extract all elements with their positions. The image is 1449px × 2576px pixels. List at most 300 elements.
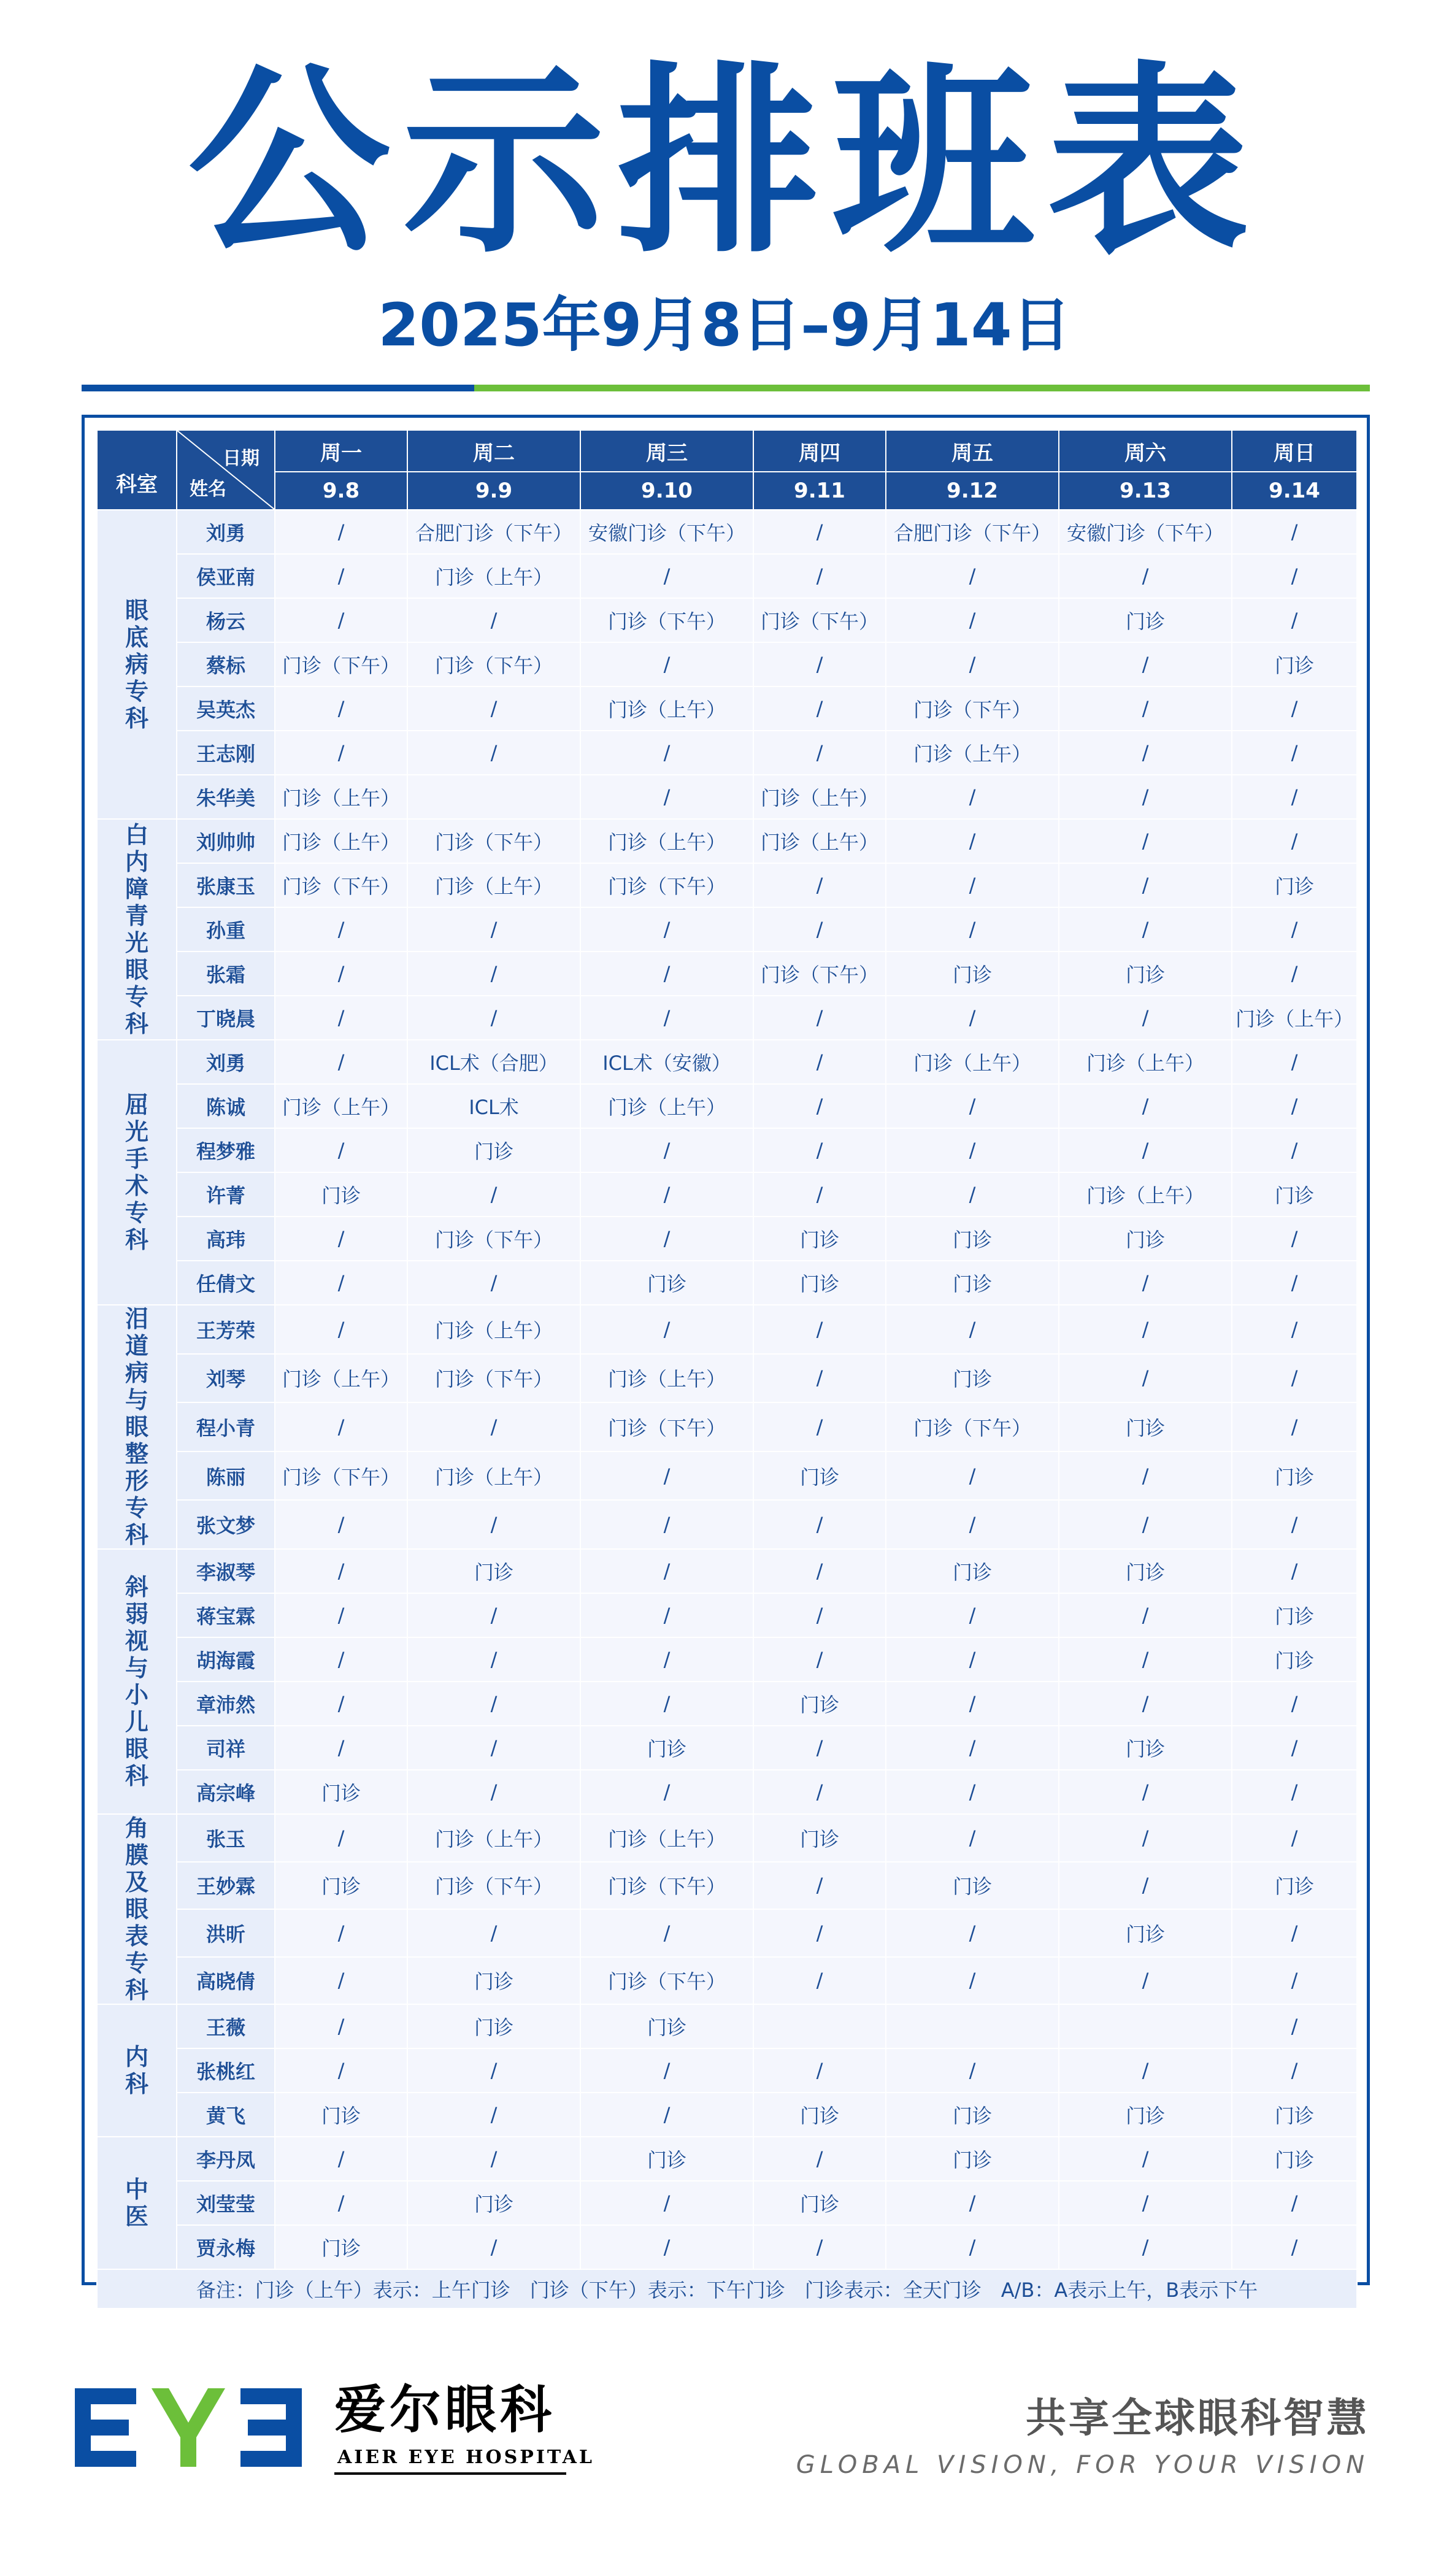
schedule-cell: / (753, 863, 886, 907)
date-header: 9.13 (1059, 472, 1232, 510)
brand-underline (334, 2472, 566, 2475)
schedule-cell: / (1059, 1637, 1232, 1682)
department-cell (97, 2004, 177, 2137)
schedule-cell: / (1232, 1217, 1357, 1261)
doctor-name: 孙重 (177, 907, 275, 952)
schedule-cell: / (1232, 952, 1357, 996)
schedule-cell: / (580, 1305, 753, 1354)
schedule-cell: / (1232, 731, 1357, 775)
schedule-cell: 门诊（下午） (580, 1957, 753, 2005)
schedule-cell: / (1059, 1682, 1232, 1726)
department-name: 眼底病专科 (125, 597, 148, 732)
schedule-cell: / (753, 1305, 886, 1354)
day-header: 周五 (886, 430, 1059, 472)
schedule-cell: 门诊 (753, 1451, 886, 1501)
schedule-cell: / (275, 1549, 407, 1593)
table-row (97, 1451, 1357, 1501)
schedule-cell: / (275, 2137, 407, 2181)
schedule-cell: / (753, 1040, 886, 1084)
doctor-name: 刘琴 (177, 1354, 275, 1403)
schedule-cell: 门诊（下午） (886, 686, 1059, 731)
schedule-cell: / (886, 1305, 1059, 1354)
table-row (97, 2137, 1357, 2181)
schedule-cell: / (1059, 2225, 1232, 2269)
date-header: 9.8 (275, 472, 407, 510)
department-name: 内科 (125, 2043, 148, 2097)
schedule-cell: / (1232, 1500, 1357, 1549)
schedule-cell: 门诊（上午） (580, 819, 753, 863)
schedule-cell: / (753, 1549, 886, 1593)
schedule-cell: 合肥门诊（下午） (886, 510, 1059, 554)
schedule-cell: / (886, 1128, 1059, 1172)
schedule-cell: 门诊（上午） (407, 1305, 580, 1354)
schedule-cell: / (1232, 1354, 1357, 1403)
schedule-cell: / (753, 1593, 886, 1637)
schedule-cell: 门诊（上午） (275, 819, 407, 863)
department-cell (97, 1305, 177, 1549)
schedule-cell: / (1059, 819, 1232, 863)
schedule-cell: / (753, 1726, 886, 1770)
schedule-cell: ICL术（安徽） (580, 1040, 753, 1084)
schedule-cell: 门诊 (1232, 1593, 1357, 1637)
schedule-cell: / (886, 1084, 1059, 1128)
schedule-cell: / (886, 1770, 1059, 1814)
schedule-cell: / (407, 1770, 580, 1814)
schedule-cell: / (275, 1128, 407, 1172)
department-name: 斜弱视与小儿眼科 (125, 1574, 148, 1790)
schedule-cell: / (275, 1726, 407, 1770)
doctor-name: 刘勇 (177, 510, 275, 554)
table-row (97, 1637, 1357, 1682)
doctor-name: 张文梦 (177, 1500, 275, 1549)
day-header: 周六 (1059, 430, 1232, 472)
schedule-cell: / (1232, 1040, 1357, 1084)
schedule-cell: / (407, 1500, 580, 1549)
schedule-cell: 门诊 (886, 2137, 1059, 2181)
schedule-cell: / (407, 907, 580, 952)
day-header: 周四 (753, 430, 886, 472)
schedule-cell: / (886, 2181, 1059, 2225)
schedule-cell: / (753, 907, 886, 952)
schedule-cell: / (275, 996, 407, 1040)
schedule-cell: 门诊（上午） (275, 1084, 407, 1128)
schedule-cell: / (1059, 2181, 1232, 2225)
doctor-name: 朱华美 (177, 775, 275, 819)
table-row (97, 1172, 1357, 1217)
doctor-name: 蔡标 (177, 642, 275, 686)
schedule-cell: / (1059, 1354, 1232, 1403)
schedule-cell: 门诊 (1232, 2137, 1357, 2181)
schedule-cell: / (275, 1814, 407, 1862)
date-header: 9.14 (1232, 472, 1357, 510)
schedule-cell: / (1059, 554, 1232, 598)
table-row (97, 1040, 1357, 1084)
schedule-cell: 门诊 (275, 1862, 407, 1910)
schedule-cell: / (1232, 1084, 1357, 1128)
table-row (97, 1217, 1357, 1261)
schedule-cell: / (1059, 1128, 1232, 1172)
date-label: 日期 (223, 448, 259, 469)
doctor-name: 吴英杰 (177, 686, 275, 731)
schedule-cell: / (1059, 1261, 1232, 1305)
divider-green (474, 385, 1370, 391)
schedule-cell: / (1232, 1402, 1357, 1451)
schedule-cell: / (580, 1500, 753, 1549)
schedule-cell: 门诊 (407, 1128, 580, 1172)
schedule-cell: / (580, 731, 753, 775)
schedule-cell: 门诊（上午） (1059, 1172, 1232, 1217)
schedule-cell: 安徽门诊（下午） (1059, 510, 1232, 554)
schedule-cell: / (1232, 1770, 1357, 1814)
schedule-cell: / (580, 1451, 753, 1501)
schedule-cell: 门诊（上午） (580, 1354, 753, 1403)
table-row (97, 952, 1357, 996)
table-row (97, 1500, 1357, 1549)
schedule-cell: / (1059, 1451, 1232, 1501)
schedule-cell: / (407, 1593, 580, 1637)
table-row (97, 1814, 1357, 1862)
schedule-cell: / (275, 1402, 407, 1451)
schedule-cell: 门诊 (580, 1726, 753, 1770)
schedule-cell: / (407, 1402, 580, 1451)
department-name: 泪道病与眼整形专科 (125, 1305, 148, 1548)
schedule-cell: / (1059, 2048, 1232, 2093)
schedule-cell: / (1059, 686, 1232, 731)
table-row (97, 1726, 1357, 1770)
schedule-cell: 合肥门诊（下午） (407, 510, 580, 554)
schedule-cell: / (753, 1172, 886, 1217)
schedule-cell: / (1059, 1957, 1232, 2005)
table-row (97, 2181, 1357, 2225)
schedule-cell: / (886, 1172, 1059, 1217)
schedule-cell: / (753, 996, 886, 1040)
schedule-cell: 门诊 (1059, 1909, 1232, 1957)
schedule-cell: 门诊 (1232, 1451, 1357, 1501)
schedule-cell: 门诊 (886, 1549, 1059, 1593)
schedule-cell: / (275, 2004, 407, 2048)
schedule-cell: / (580, 2225, 753, 2269)
schedule-cell: / (886, 642, 1059, 686)
schedule-cell: 门诊 (886, 1217, 1059, 1261)
schedule-cell: 门诊 (1232, 1862, 1357, 1910)
schedule-cell: / (886, 1637, 1059, 1682)
schedule-cell: / (407, 996, 580, 1040)
doctor-name: 李丹凤 (177, 2137, 275, 2181)
schedule-cell: / (407, 1682, 580, 1726)
schedule-cell: / (1059, 642, 1232, 686)
schedule-cell: / (407, 1726, 580, 1770)
schedule-cell: 门诊 (275, 2093, 407, 2137)
schedule-cell: 门诊 (886, 952, 1059, 996)
doctor-name: 王志刚 (177, 731, 275, 775)
schedule-cell: / (886, 1909, 1059, 1957)
schedule-cell: 门诊 (580, 2004, 753, 2048)
schedule-cell: 门诊 (275, 2225, 407, 2269)
table-row (97, 775, 1357, 819)
schedule-cell: 门诊（上午） (275, 1354, 407, 1403)
schedule-cell: / (753, 686, 886, 731)
schedule-cell: / (580, 1128, 753, 1172)
department-cell (97, 1814, 177, 2004)
schedule-cell: / (886, 2048, 1059, 2093)
schedule-cell: / (580, 1637, 753, 1682)
schedule-cell: / (886, 819, 1059, 863)
schedule-cell: / (753, 1637, 886, 1682)
schedule-cell: / (275, 686, 407, 731)
schedule-cell: / (407, 731, 580, 775)
schedule-cell: / (1232, 2225, 1357, 2269)
schedule-cell: / (275, 1305, 407, 1354)
schedule-cell: 门诊（下午） (407, 642, 580, 686)
schedule-cell: / (580, 1770, 753, 1814)
brand-name-en: AIER EYE HOSPITAL (337, 2447, 594, 2468)
table-row (97, 819, 1357, 863)
schedule-cell: 门诊（下午） (275, 642, 407, 686)
schedule-cell: / (886, 554, 1059, 598)
table-row (97, 1549, 1357, 1593)
schedule-cell: / (1232, 819, 1357, 863)
schedule-cell: / (1059, 1305, 1232, 1354)
schedule-cell: / (886, 1957, 1059, 2005)
schedule-cell: / (1232, 2004, 1357, 2048)
schedule-cell: 门诊（下午） (753, 952, 886, 996)
schedule-cell: / (886, 996, 1059, 1040)
doctor-name: 刘帅帅 (177, 819, 275, 863)
brand-name-cn: 爱尔眼科 (334, 2379, 556, 2440)
schedule-cell: / (1232, 775, 1357, 819)
table-row (97, 1593, 1357, 1637)
schedule-cell: 门诊 (407, 1549, 580, 1593)
schedule-cell: 安徽门诊（下午） (580, 510, 753, 554)
schedule-cell: / (1059, 1862, 1232, 1910)
schedule-cell: / (580, 2181, 753, 2225)
department-name: 角膜及眼表专科 (125, 1815, 148, 2004)
schedule-cell: 门诊（下午） (407, 1217, 580, 1261)
schedule-cell: 门诊（下午） (275, 1451, 407, 1501)
slogan-cn: 共享全球眼科智慧 (1026, 2394, 1369, 2442)
schedule-cell: 门诊 (886, 1354, 1059, 1403)
schedule-cell: 门诊 (753, 1682, 886, 1726)
schedule-cell: / (580, 642, 753, 686)
schedule-cell: / (886, 907, 1059, 952)
table-row (97, 2004, 1357, 2048)
day-header: 周三 (580, 430, 753, 472)
page-title: 公示排班表 (188, 45, 1261, 280)
schedule-cell: / (275, 1593, 407, 1637)
day-header: 周二 (407, 430, 580, 472)
schedule-cell: 门诊 (407, 2181, 580, 2225)
schedule-cell: 门诊 (580, 1261, 753, 1305)
schedule-cell: / (753, 1500, 886, 1549)
schedule-cell: / (275, 1682, 407, 1726)
schedule-cell: 门诊 (1059, 1726, 1232, 1770)
schedule-cell: / (753, 554, 886, 598)
schedule-cell: ICL术（合肥） (407, 1040, 580, 1084)
doctor-name: 王芳荣 (177, 1305, 275, 1354)
date-range: 2025年9月8日–9月14日 (378, 291, 1071, 359)
schedule-cell: 门诊 (1059, 2093, 1232, 2137)
table-row (97, 510, 1357, 554)
schedule-cell: / (753, 2048, 886, 2093)
schedule-cell: / (407, 1261, 580, 1305)
doctor-name: 高晓倩 (177, 1957, 275, 2005)
table-row (97, 731, 1357, 775)
schedule-cell: / (886, 2225, 1059, 2269)
schedule-cell: / (886, 1814, 1059, 1862)
schedule-cell (886, 2004, 1059, 2048)
table-row (97, 1084, 1357, 1128)
doctor-name: 王妙霖 (177, 1862, 275, 1910)
schedule-cell: / (1232, 1549, 1357, 1593)
schedule-cell: 门诊 (1059, 598, 1232, 642)
doctor-name: 程梦雅 (177, 1128, 275, 1172)
schedule-cell: / (580, 1593, 753, 1637)
doctor-name: 张康玉 (177, 863, 275, 907)
schedule-cell: / (753, 2137, 886, 2181)
doctor-name: 司祥 (177, 1726, 275, 1770)
table-row (97, 554, 1357, 598)
date-header: 9.11 (753, 472, 886, 510)
schedule-cell: / (1232, 554, 1357, 598)
schedule-cell: 门诊 (1059, 1549, 1232, 1593)
doctor-name: 黄飞 (177, 2093, 275, 2137)
schedule-cell: / (580, 1682, 753, 1726)
schedule-cell: / (753, 1402, 886, 1451)
schedule-cell: 门诊（上午） (580, 686, 753, 731)
schedule-cell: / (1059, 1814, 1232, 1862)
schedule-cell: / (275, 554, 407, 598)
table-row (97, 1128, 1357, 1172)
slogan-en: GLOBAL VISION, FOR YOUR VISION (796, 2451, 1369, 2479)
schedule-cell: / (753, 731, 886, 775)
schedule-cell: 门诊（下午） (407, 1354, 580, 1403)
table-row (97, 996, 1357, 1040)
table-row (97, 642, 1357, 686)
schedule-cell: 门诊 (1232, 863, 1357, 907)
schedule-cell: / (886, 1682, 1059, 1726)
schedule-cell: / (1232, 1957, 1357, 2005)
schedule-cell: / (886, 1500, 1059, 1549)
schedule-cell: ICL术 (407, 1084, 580, 1128)
schedule-cell: / (580, 2048, 753, 2093)
schedule-cell: / (1059, 2137, 1232, 2181)
doctor-name: 陈丽 (177, 1451, 275, 1501)
schedule-cell: 门诊 (886, 1862, 1059, 1910)
department-name: 屈光手术专科 (125, 1091, 148, 1253)
date-name-header (177, 430, 275, 510)
schedule-cell: / (580, 1172, 753, 1217)
schedule-cell: / (407, 2137, 580, 2181)
name-label: 姓名 (190, 479, 226, 500)
schedule-cell: / (1232, 1814, 1357, 1862)
schedule-cell: / (275, 510, 407, 554)
doctor-name: 任倩文 (177, 1261, 275, 1305)
table-row (97, 1261, 1357, 1305)
schedule-cell: 门诊 (407, 1957, 580, 2005)
department-name: 中医 (125, 2176, 148, 2230)
department-name: 白内障青光眼专科 (125, 821, 148, 1037)
schedule-cell: / (275, 952, 407, 996)
schedule-cell: / (886, 775, 1059, 819)
schedule-cell: 门诊 (407, 2004, 580, 2048)
divider-blue (82, 385, 474, 391)
schedule-cell: / (1059, 1593, 1232, 1637)
schedule-cell: 门诊 (275, 1172, 407, 1217)
doctor-name: 张玉 (177, 1814, 275, 1862)
doctor-name: 刘勇 (177, 1040, 275, 1084)
table-row (97, 686, 1357, 731)
schedule-table (96, 429, 1358, 2309)
schedule-cell: 门诊（下午） (580, 1402, 753, 1451)
schedule-cell: / (407, 2225, 580, 2269)
department-cell (97, 1040, 177, 1305)
schedule-cell: / (753, 1957, 886, 2005)
doctor-name: 程小青 (177, 1402, 275, 1451)
schedule-cell: 门诊 (886, 2093, 1059, 2137)
schedule-body (97, 510, 1357, 2269)
schedule-cell: / (275, 1261, 407, 1305)
schedule-cell: / (753, 510, 886, 554)
table-row (97, 1354, 1357, 1403)
date-header: 9.12 (886, 472, 1059, 510)
schedule-cell: / (753, 1909, 886, 1957)
schedule-cell: / (1059, 996, 1232, 1040)
schedule-cell: 门诊（上午） (1059, 1040, 1232, 1084)
table-row (97, 1957, 1357, 2005)
doctor-name: 蒋宝霖 (177, 1593, 275, 1637)
schedule-cell: / (1232, 2048, 1357, 2093)
schedule-cell: 门诊 (275, 1770, 407, 1814)
doctor-name: 洪昕 (177, 1909, 275, 1957)
department-cell (97, 819, 177, 1040)
schedule-cell: 门诊 (753, 1261, 886, 1305)
schedule-cell: / (1059, 775, 1232, 819)
schedule-cell: 门诊（上午） (407, 1451, 580, 1501)
schedule-cell: 门诊 (886, 1261, 1059, 1305)
schedule-cell: 门诊（下午） (275, 863, 407, 907)
schedule-cell (1059, 2004, 1232, 2048)
schedule-cell: 门诊 (1232, 2093, 1357, 2137)
schedule-cell: / (407, 598, 580, 642)
table-row (97, 1305, 1357, 1354)
doctor-name: 胡海霞 (177, 1637, 275, 1682)
table-row (97, 598, 1357, 642)
schedule-cell: 门诊（上午） (886, 731, 1059, 775)
doctor-name: 丁晓晨 (177, 996, 275, 1040)
schedule-cell: / (407, 1637, 580, 1682)
schedule-cell (753, 2004, 886, 2048)
schedule-cell: 门诊（上午） (753, 819, 886, 863)
schedule-cell: 门诊 (753, 2093, 886, 2137)
schedule-cell: / (886, 1726, 1059, 1770)
date-header: 9.10 (580, 472, 753, 510)
schedule-cell: / (753, 1354, 886, 1403)
schedule-cell: / (407, 1172, 580, 1217)
doctor-name: 王薇 (177, 2004, 275, 2048)
table-row (97, 2225, 1357, 2269)
schedule-cell: 门诊（上午） (580, 1084, 753, 1128)
doctor-name: 侯亚南 (177, 554, 275, 598)
schedule-cell: 门诊 (753, 2181, 886, 2225)
schedule-cell: 门诊（下午） (407, 1862, 580, 1910)
schedule-cell: 门诊 (1059, 952, 1232, 996)
schedule-cell: / (753, 642, 886, 686)
schedule-cell: 门诊（上午） (275, 775, 407, 819)
schedule-cell: / (1059, 731, 1232, 775)
schedule-cell: / (580, 907, 753, 952)
schedule-cell: / (275, 1957, 407, 2005)
schedule-cell: / (886, 863, 1059, 907)
